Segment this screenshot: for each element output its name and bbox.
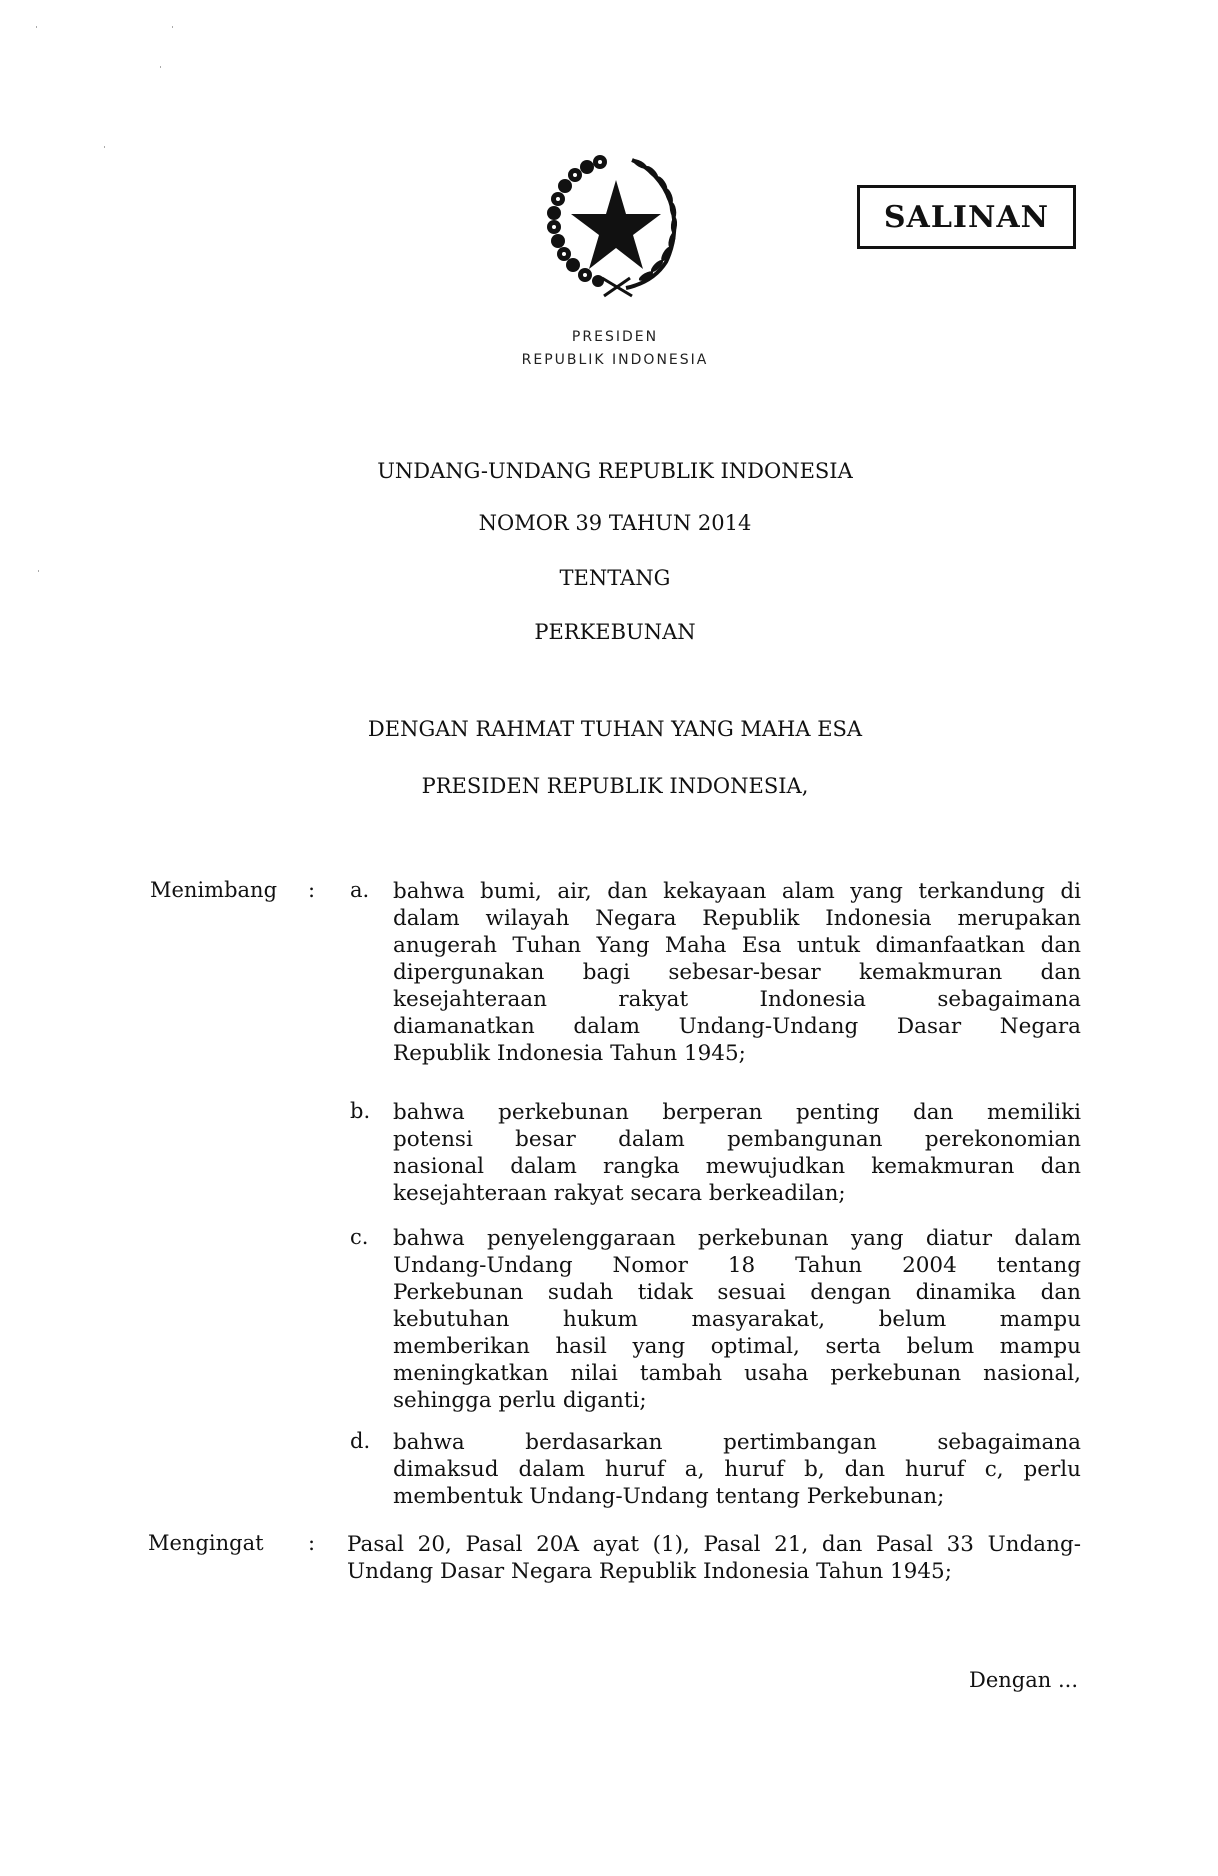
menimbang-item-a xyxy=(393,878,1081,1067)
item-marker-b: b. xyxy=(350,1099,371,1123)
text-line: bahwa bumi, air, dan kekayaan alam yang terkandung di xyxy=(393,879,1081,904)
item-marker-c: c. xyxy=(350,1225,369,1249)
text-line: bahwa berdasarkan pertimbangan sebagaimana xyxy=(393,1430,1081,1455)
office-line-presiden: PRESIDEN xyxy=(571,329,659,345)
text-line: dimaksud dalam huruf a, huruf b, dan huruf c, perlu xyxy=(393,1457,1081,1482)
item-marker-a: a. xyxy=(350,878,370,902)
text-line: Undang-Undang Nomor 18 Tahun 2004 tentang xyxy=(393,1253,1081,1278)
text-line: potensi besar dalam pembangunan perekonomian xyxy=(393,1127,1081,1152)
text-line: sehingga perlu diganti; xyxy=(393,1388,647,1413)
law-number: NOMOR 39 TAHUN 2014 xyxy=(478,511,752,535)
presidential-emblem-icon xyxy=(540,150,692,300)
law-subject: PERKEBUNAN xyxy=(534,620,696,644)
text-line: diamanatkan dalam Undang-Undang Dasar Negara xyxy=(393,1014,1081,1039)
salinan-stamp xyxy=(857,185,1076,249)
page-continuation: Dengan ... xyxy=(969,1668,1078,1692)
salinan-label: SALINAN xyxy=(883,199,1050,235)
text-line: nasional dalam rangka mewujudkan kemakmuran dan xyxy=(393,1154,1081,1179)
law-title-line1: UNDANG-UNDANG REPUBLIK INDONESIA xyxy=(377,459,853,483)
mengingat-body xyxy=(347,1531,1081,1585)
text-line: kesejahteraan rakyat secara berkeadilan; xyxy=(393,1181,846,1206)
mengingat-label: Mengingat xyxy=(148,1531,264,1555)
text-line: Undang Dasar Negara Republik Indonesia Tahun 1945; xyxy=(347,1559,952,1584)
item-marker-d: d. xyxy=(350,1429,371,1453)
menimbang-label: Menimbang xyxy=(150,878,278,902)
scan-speck xyxy=(160,66,161,68)
scan-speck xyxy=(36,26,37,28)
text-line: bahwa perkebunan berperan penting dan memiliki xyxy=(393,1100,1081,1125)
text-line: kesejahteraan rakyat Indonesia sebagaimana xyxy=(393,987,1081,1012)
law-tentang: TENTANG xyxy=(559,566,671,590)
text-line: bahwa penyelenggaraan perkebunan yang diatur dalam xyxy=(393,1226,1081,1251)
text-line: anugerah Tuhan Yang Maha Esa untuk dimanfaatkan dan xyxy=(393,933,1081,958)
text-line: kebutuhan hukum masyarakat, belum mampu xyxy=(393,1307,1081,1332)
text-line: memberikan hasil yang optimal, serta belum mampu xyxy=(393,1334,1081,1359)
mengingat-colon: : xyxy=(308,1531,316,1555)
text-line: membentuk Undang-Undang tentang Perkebunan; xyxy=(393,1484,945,1509)
text-line: dalam wilayah Negara Republik Indonesia merupakan xyxy=(393,906,1081,931)
text-line: Republik Indonesia Tahun 1945; xyxy=(393,1041,746,1066)
menimbang-item-c xyxy=(393,1225,1081,1414)
text-line: dipergunakan bagi sebesar-besar kemakmuran dan xyxy=(393,960,1081,985)
scan-speck xyxy=(172,26,173,28)
text-line: meningkatkan nilai tambah usaha perkebunan nasional, xyxy=(393,1361,1081,1386)
authority: PRESIDEN REPUBLIK INDONESIA, xyxy=(421,774,809,798)
invocation: DENGAN RAHMAT TUHAN YANG MAHA ESA xyxy=(367,717,863,741)
menimbang-item-b xyxy=(393,1099,1081,1207)
office-line-republik: REPUBLIK INDONESIA xyxy=(521,352,709,368)
text-line: Pasal 20, Pasal 20A ayat (1), Pasal 21, dan Pasal 33 Undang- xyxy=(347,1532,1081,1557)
scan-speck xyxy=(104,146,105,148)
menimbang-item-d xyxy=(393,1429,1081,1510)
text-line: Perkebunan sudah tidak sesuai dengan dinamika dan xyxy=(393,1280,1081,1305)
menimbang-colon: : xyxy=(308,878,316,902)
